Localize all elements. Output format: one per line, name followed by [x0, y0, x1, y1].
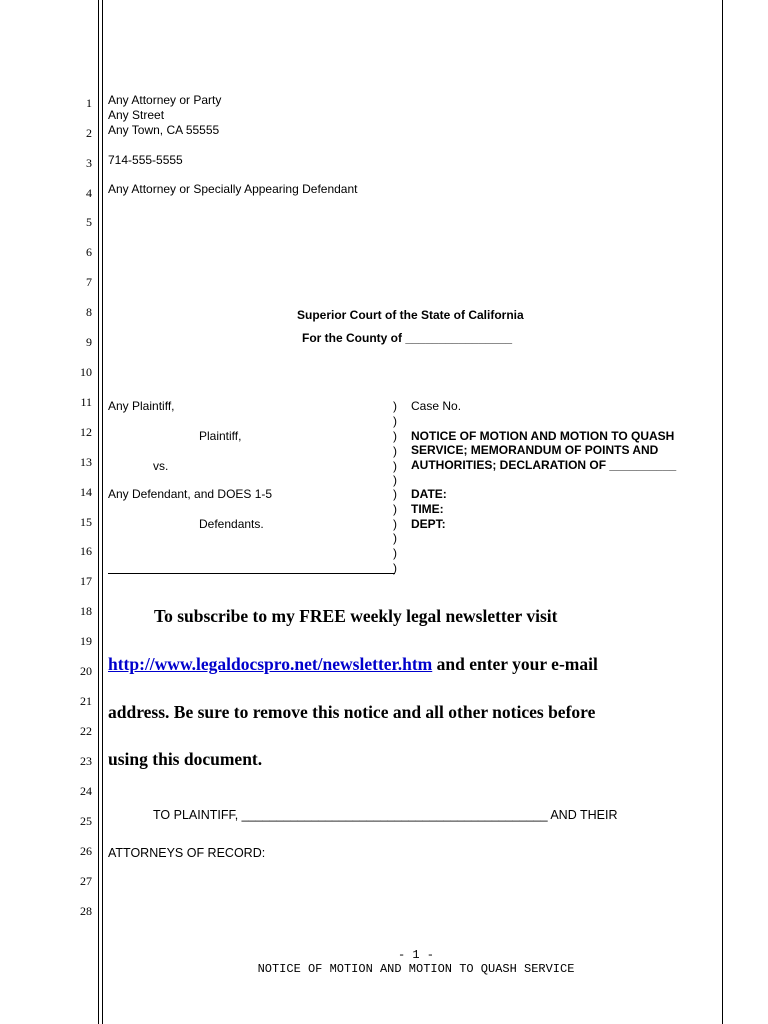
- attorney-street: Any Street: [108, 108, 165, 122]
- line-number: 20: [80, 664, 92, 678]
- plaintiff-role: Plaintiff,: [199, 429, 242, 443]
- hearing-time-label: TIME:: [411, 502, 444, 516]
- attorneys-of-record: ATTORNEYS OF RECORD:: [108, 846, 266, 860]
- line-number: 3: [86, 156, 92, 170]
- line-number: 17: [80, 574, 92, 588]
- paren: ): [393, 459, 397, 473]
- notice-line-3: address. Be sure to remove this notice and all other notices before: [108, 702, 596, 722]
- right-margin-rule: [722, 0, 723, 1024]
- line-number: 24: [80, 784, 92, 798]
- notice-line-1: To subscribe to my FREE weekly legal newsletter visit: [154, 606, 558, 626]
- line-number: 4: [86, 186, 92, 200]
- paren: ): [393, 399, 397, 413]
- line-number: 19: [80, 634, 92, 648]
- to-plaintiff-line: TO PLAINTIFF, ____________________________________________ AND THEIR: [153, 808, 618, 822]
- notice-line-2-rest: and enter your e-mail: [432, 654, 598, 674]
- left-margin-rule-outer: [98, 0, 99, 1024]
- line-number: 16: [80, 544, 92, 558]
- caption-underline: [108, 573, 395, 574]
- attorney-phone: 714-555-5555: [108, 153, 183, 167]
- line-number: 28: [80, 904, 92, 918]
- line-number: 25: [80, 814, 92, 828]
- newsletter-link[interactable]: http://www.legaldocspro.net/newsletter.htm: [108, 654, 433, 674]
- paren: ): [393, 473, 397, 487]
- hearing-dept-label: DEPT:: [411, 517, 446, 531]
- paren: ): [393, 546, 397, 560]
- attorney-city: Any Town, CA 55555: [108, 123, 220, 137]
- defendant-role: Defendants.: [199, 517, 264, 531]
- notice-line-4: using this document.: [108, 749, 263, 769]
- line-number: 27: [80, 874, 92, 888]
- hearing-date-label: DATE:: [411, 487, 447, 501]
- line-number: 2: [86, 126, 92, 140]
- paren: ): [393, 414, 397, 428]
- page-number: - 1 -: [397, 948, 434, 962]
- document-title-line-2: SERVICE; MEMORANDUM OF POINTS AND: [411, 443, 659, 457]
- line-number: 11: [80, 395, 92, 409]
- defendant-name: Any Defendant, and DOES 1-5: [108, 487, 273, 501]
- document-title-line-3: AUTHORITIES; DECLARATION OF __________: [411, 458, 677, 472]
- case-number: Case No.: [411, 399, 462, 413]
- line-number: 12: [80, 425, 92, 439]
- document-title-line-1: NOTICE OF MOTION AND MOTION TO QUASH: [411, 429, 675, 443]
- line-number: 9: [86, 335, 92, 349]
- notice-line-2: [108, 654, 598, 675]
- line-number: 15: [80, 515, 92, 529]
- line-number: 21: [80, 694, 92, 708]
- court-name: Superior Court of the State of California: [297, 308, 524, 322]
- paren: ): [393, 531, 397, 545]
- line-number: 13: [80, 455, 92, 469]
- court-county: For the County of ________________: [302, 331, 513, 345]
- plaintiff-name: Any Plaintiff,: [108, 399, 175, 413]
- paren: ): [393, 487, 397, 501]
- line-number: 7: [86, 275, 92, 289]
- paren: ): [393, 517, 397, 531]
- line-number: 23: [80, 754, 92, 768]
- line-number: 22: [80, 724, 92, 738]
- left-margin-rule-inner: [102, 0, 103, 1024]
- line-number: 1: [86, 96, 92, 110]
- line-number: 5: [86, 215, 92, 229]
- paren: ): [393, 444, 397, 458]
- line-number: 14: [80, 485, 92, 499]
- versus: vs.: [153, 459, 169, 473]
- line-number: 8: [86, 305, 92, 319]
- footer-title: NOTICE OF MOTION AND MOTION TO QUASH SERVICE: [257, 962, 575, 976]
- line-number: 10: [80, 365, 92, 379]
- attorney-name: Any Attorney or Party: [108, 93, 222, 107]
- paren: ): [393, 561, 397, 575]
- line-number: 18: [80, 604, 92, 618]
- line-number: 6: [86, 245, 92, 259]
- line-number: 26: [80, 844, 92, 858]
- paren: ): [393, 502, 397, 516]
- attorney-for: Any Attorney or Specially Appearing Defendant: [108, 182, 358, 196]
- paren: ): [393, 429, 397, 443]
